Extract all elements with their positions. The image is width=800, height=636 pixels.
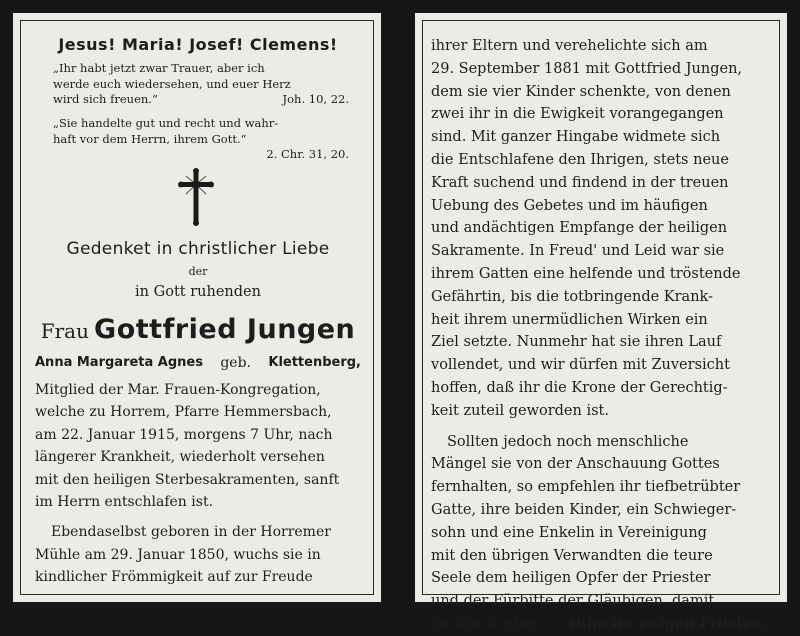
- text-line: ihrer Eltern und verehelichte sich am: [431, 38, 708, 54]
- text-line: zwei ihr in die Ewigkeit vorangegangen: [431, 106, 724, 123]
- text-line: Ziel setzte. Nunmehr hat sie ihren Lauf: [431, 334, 722, 351]
- text-line: sind. Mit ganzer Hingabe widmete sich: [431, 129, 721, 146]
- text-line: kindlicher Frömmigkeit auf zur Freude: [35, 569, 313, 586]
- text-line: Uebung des Gebetes und im häufigen: [431, 197, 708, 214]
- text-line: Mängel sie von der Anschauung Gottes: [431, 456, 720, 473]
- verse-line: haft vor dem Herrn, ihrem Gott.“: [53, 131, 247, 146]
- header-invocation: Jesus! Maria! Josef! Clemens!: [58, 35, 338, 54]
- first-names: Anna Margareta Agnes: [35, 355, 203, 370]
- text-line: welche zu Horrem, Pfarre Hemmersbach,: [35, 404, 332, 421]
- text-line: Mühle am 29. Januar 1850, wuchs sie in: [35, 546, 321, 563]
- text-line: keit zuteil geworden ist.: [431, 402, 609, 419]
- verse-line: wird sich freuen.“: [53, 92, 158, 106]
- text-line: und andächtigen Empfange der heiligen: [431, 220, 728, 237]
- text-line: die Entschlafene den Ihrigen, stets neue: [431, 151, 729, 168]
- text-line: Ebendaselbst geboren in der Horremer: [51, 524, 331, 541]
- bible-verse-john: [53, 61, 359, 108]
- text-line: Gatte, ihre beiden Kinder, ein Schwieger-: [431, 501, 737, 518]
- geb-abbrev: geb.: [220, 355, 252, 371]
- text-line: Seele dem heiligen Opfer der Priester: [431, 570, 711, 587]
- text-line: am 22. Januar 1915, morgens 7 Uhr, nach: [35, 426, 333, 443]
- text-line: vollendet, und wir dürfen mit Zuversicht: [431, 357, 730, 374]
- maiden-name-line: [35, 355, 361, 371]
- text-line: und der Fürbitte der Gläubigen, damit: [431, 593, 715, 610]
- text-line: mit den übrigen Verwandten die teure: [431, 547, 713, 564]
- rest-in-god-line: in Gott ruhenden: [135, 284, 261, 300]
- text-line: heit ihrem unermüdlichen Wirken ein: [431, 311, 708, 328]
- left-card-page: [13, 13, 381, 602]
- last-line-start: sie um so eher: [431, 615, 539, 632]
- text-line: längerer Krankheit, wiederholt versehen: [35, 449, 325, 466]
- closing-blessing: ruhe im ewigen Frieden.: [568, 614, 767, 632]
- text-line: Kraft suchend und findend in der treuen: [431, 174, 729, 191]
- verse-reference: 2. Chr. 31, 20.: [266, 147, 349, 161]
- verse-line: werde euch wiedersehen, und euer Herz: [53, 76, 291, 91]
- text-line: Mitglied der Mar. Frauen-Kongregation,: [35, 382, 321, 398]
- text-line: Gefährtin, bis die totbringende Krank-: [431, 288, 713, 305]
- text-line: hoffen, daß ihr die Krone der Gerechtig-: [431, 379, 728, 396]
- article-der: der: [188, 265, 208, 278]
- remembrance-heading: Gedenket in christlicher Liebe: [66, 239, 330, 259]
- text-line: ihrem Gatten eine helfende und tröstende: [431, 265, 741, 282]
- text-line: Sakramente. In Freud' und Leid war sie: [431, 243, 725, 260]
- text-line: sohn und eine Enkelin in Vereinigung: [431, 524, 707, 541]
- text-line: mit den heiligen Sterbesakramenten, sanft: [35, 471, 340, 488]
- right-body-text: [431, 35, 767, 636]
- verse-line: „Sie handelte gut und recht und wahr-: [53, 116, 279, 130]
- birth-surname: Klettenberg,: [268, 355, 361, 370]
- left-body-text: [35, 379, 361, 589]
- text-line: Sollten jedoch noch menschliche: [447, 433, 689, 450]
- deceased-name: [35, 314, 361, 345]
- verse-line: „Ihr habt jetzt zwar Trauer, aber ich: [53, 61, 265, 75]
- verse-reference: Joh. 10, 22.: [282, 92, 349, 106]
- name-prefix: Frau: [40, 319, 89, 343]
- closing-line: [431, 613, 767, 636]
- name-main: Gottfried Jungen: [94, 314, 356, 345]
- right-card-page: [415, 13, 787, 632]
- text-line: dem sie vier Kinder schenkte, von denen: [431, 83, 731, 100]
- cross-icon: [178, 168, 214, 226]
- text-line: 29. September 1881 mit Gottfried Jungen,: [431, 60, 743, 77]
- bible-verse-chronicles: [53, 116, 359, 163]
- text-line: fernhalten, so empfehlen ihr tiefbetrübter: [431, 479, 741, 496]
- text-line: im Herrn entschlafen ist.: [35, 494, 214, 511]
